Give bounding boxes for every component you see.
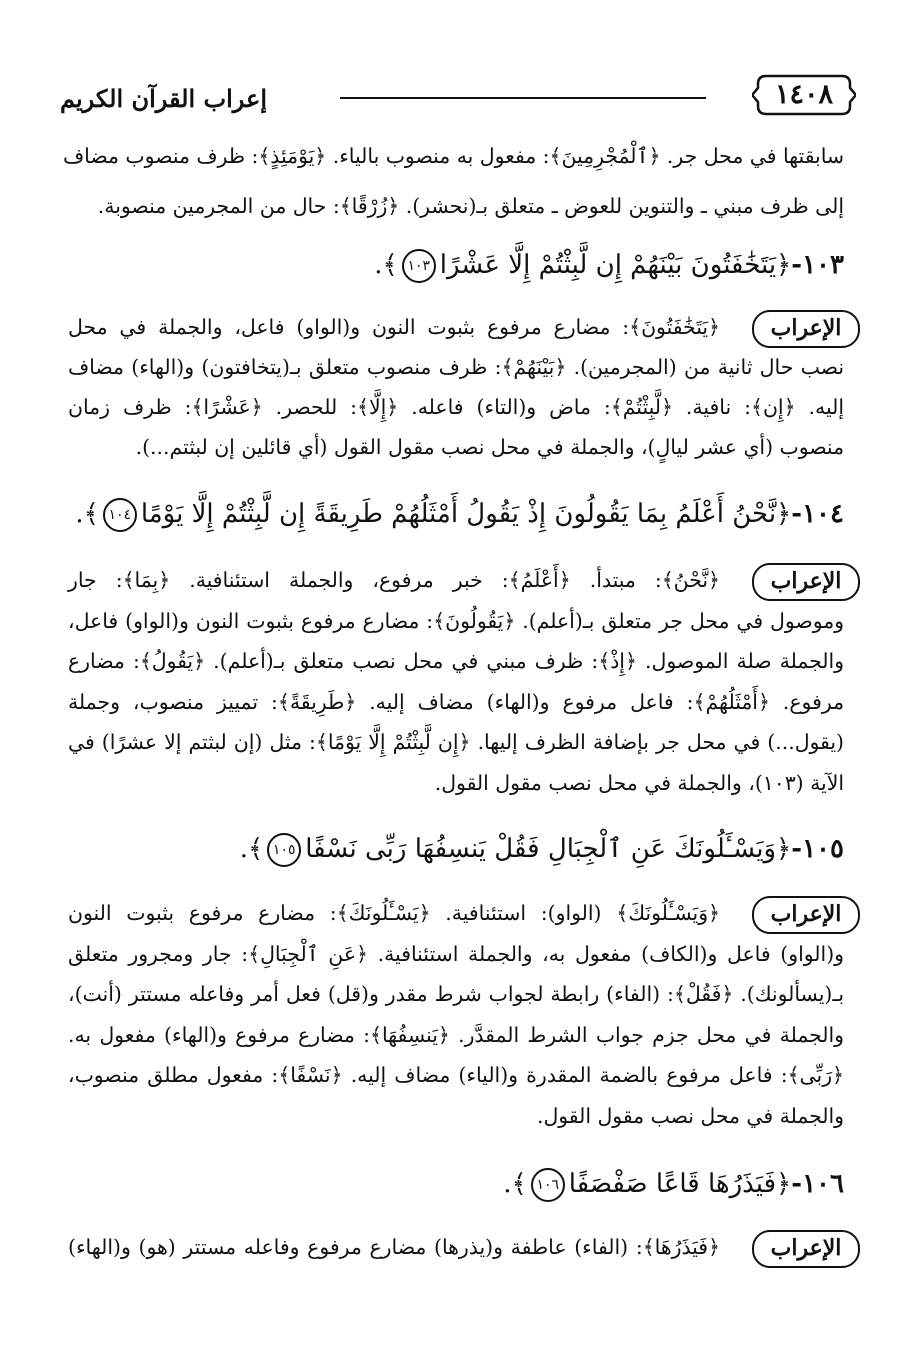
book-title: إعراب القرآن الكريم <box>60 84 267 113</box>
irab-line: مرفوع. ﴿أَمْثَلُهُمْ﴾: فاعل مرفوع و(الهاء) مضاف إليه. ﴿طَرِيقَةً﴾: تمييز منصوب، وجملة <box>68 690 844 714</box>
irab-line: ﴿فَيَذَرُهَا﴾: (الفاء) عاطفة و(يذرها) مضارع مرفوع وفاعله مستتر (هو) و(الهاء) <box>68 1235 720 1259</box>
irab-line: الآية (١٠٣)، والجملة في محل نصب مقول القول. <box>434 771 844 795</box>
verse-number: ١٠٦- <box>791 1169 844 1199</box>
intro-line: سابقتها في محل جر. ﴿ٱلْمُجْرِمِينَ﴾: مفعول به منصوب بالياء. ﴿يَوْمَئِذٍ﴾: ظرف منصوب مضاف <box>62 144 844 168</box>
irab-line: ﴿يَتَخَٰفَتُونَ﴾: مضارع مرفوع بثبوت النون و(الواو) فاعل، والجملة في محل <box>68 315 720 339</box>
page-number: ١٤٠٨ <box>774 79 833 110</box>
irab-line: ﴿رَبِّى﴾: فاعل مرفوع بالضمة المقدرة و(الياء) مضاف إليه. ﴿نَسْفًا﴾: مفعول مطلق منصوب، <box>68 1063 844 1087</box>
verse-text: ﴿وَيَسْـَٔلُونَكَ عَنِ ٱلْجِبَالِ فَقُلْ يَنسِفُهَا رَبِّى نَسْفًا <box>305 834 792 864</box>
ayah-end-marker: ١٠٥ <box>267 833 301 867</box>
irab-line: بـ(يسألونك). ﴿فَقُلْ﴾: (الفاء) رابطة لجواب شرط مقدر و(قل) فعل أمر وفاعله مستتر (أنت)، <box>68 982 844 1006</box>
verse-number: ١٠٥- <box>791 834 844 864</box>
header-rule <box>340 97 706 99</box>
irab-line: نصب حال ثانية من (المجرمين). ﴿بَيْنَهُمْ﴾: ظرف منصوب متعلق بـ(يتخافتون) و(الهاء) مضاف <box>68 355 844 379</box>
irab-line: منصوب (أي عشر ليالٍ)، والجملة في محل نصب مقول القول (أي قائلين إن لبثتم...). <box>135 435 844 459</box>
irab-line: و(الواو) فاعل و(الكاف) مفعول به، والجملة استئنافية. ﴿عَنِ ٱلْجِبَالِ﴾: جار ومجرور متعلق <box>68 942 844 966</box>
irab-line: (يقول...) في محل جر بإضافة الظرف إليها. ﴿إِن لَّبِثْتُمْ إِلَّا يَوْمًا﴾: مثل (إن لبثتم إلا عشرًا) في <box>68 730 844 754</box>
irab-line: إليه. ﴿إِن﴾: نافية. ﴿لَّبِثْتُمْ﴾: ماض و(التاء) فاعله. ﴿إِلَّا﴾: للحصر. ﴿عَشْرًا﴾: ظرف زمان <box>68 395 844 419</box>
irab-line: والجملة صلة الموصول. ﴿إِذْ﴾: ظرف مبني في محل نصب متعلق بـ(أعلم). ﴿يَقُولُ﴾: مضارع <box>68 649 844 673</box>
verse-text: ﴿فَيَذَرُهَا قَاعًا صَفْصَفًا <box>568 1169 792 1199</box>
verse-close: ﴾. <box>503 1169 527 1199</box>
intro-line: إلى ظرف مبني ـ والتنوين للعوض ـ متعلق بـ(نحشر). ﴿زُرْقًا﴾: حال من المجرمين منصوبة. <box>97 194 844 218</box>
irab-label: الإعراب <box>752 1230 860 1268</box>
irab-label: الإعراب <box>752 563 860 601</box>
verse-106 <box>68 1163 844 1205</box>
verse-number: ١٠٤- <box>791 499 844 529</box>
page-number-badge <box>752 72 856 118</box>
verse-104 <box>68 493 844 535</box>
verse-number: ١٠٣- <box>791 250 844 280</box>
irab-label: الإعراب <box>752 896 860 934</box>
irab-line: ﴿نَّحْنُ﴾: مبتدأ. ﴿أَعْلَمُ﴾: خبر مرفوع، والجملة استئنافية. ﴿بِمَا﴾: جار <box>68 568 720 592</box>
verse-close: ﴾. <box>374 250 398 280</box>
irab-line: ﴿وَيَسْـَٔلُونَكَ﴾ (الواو): استئنافية. ﴿يَسْـَٔلُونَكَ﴾: مضارع مرفوع بثبوت النون <box>68 901 720 925</box>
verse-close: ﴾. <box>239 834 264 864</box>
verse-text: ﴿يَتَخَٰفَتُونَ بَيْنَهُمْ إِن لَّبِثْتُمْ إِلَّا عَشْرًا <box>439 250 792 280</box>
verse-103 <box>68 244 844 286</box>
irab-line: والجملة في محل جزم جواب الشرط المقدَّر. ﴿يَنسِفُهَا﴾: مضارع مرفوع و(الهاء) مفعول به. <box>68 1023 844 1047</box>
ayah-end-marker: ١٠٣ <box>402 249 436 283</box>
verse-close: ﴾. <box>75 499 99 529</box>
ayah-end-marker: ١٠٦ <box>531 1168 565 1202</box>
verse-text: ﴿نَّحْنُ أَعْلَمُ بِمَا يَقُولُونَ إِذْ يَقُولُ أَمْثَلُهُمْ طَرِيقَةً إِن لَّبِثْتُمْ إِلَّا يَوْمًا <box>140 499 792 529</box>
verse-105 <box>68 828 844 870</box>
ayah-end-marker: ١٠٤ <box>103 498 137 532</box>
irab-line: والجملة في محل نصب مقول القول. <box>536 1104 844 1128</box>
irab-line: وموصول في محل جر متعلق بـ(أعلم). ﴿يَقُولُونَ﴾: مضارع مرفوع بثبوت النون و(الواو) فاعل، <box>68 609 844 633</box>
irab-label: الإعراب <box>752 310 860 348</box>
